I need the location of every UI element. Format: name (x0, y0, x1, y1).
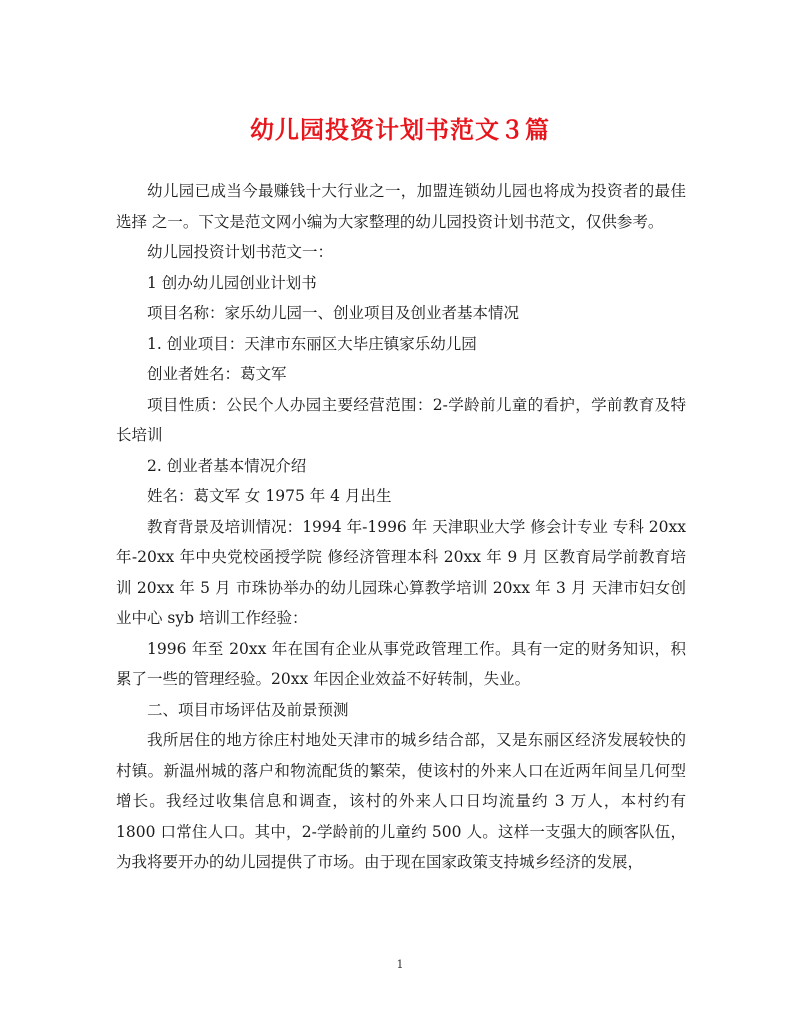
paragraph: 姓名：葛文军 女 1975 年 4 月出生 (147, 487, 392, 505)
paragraph: 我所居住的地方徐庄村地处天津市的城乡结合部，又是东丽区经济发展较快的村镇。新温州城的落户和物流配货的繁荣，使该村的外来人口在近两年间呈几何型增长。我经过收集信息和调查，该村的外来人口日均流量约 3 万人，本村约有 1800 口常住人口。其中，2-学龄前的儿童约 500 人。这样一支强大的顾客队伍，为我将要开办的幼儿园提供了市场。由于现在国家政策支持城乡经济的发展， (116, 731, 686, 871)
paragraph: 1 创办幼儿园创业计划书 (147, 273, 317, 292)
paragraph: 二、项目市场评估及前景预测 (147, 700, 349, 719)
document-title: 幼儿园投资计划书范文３篇 (250, 115, 550, 144)
paragraph: 项目名称：家乐幼儿园一、创业项目及创业者基本情况 (147, 304, 520, 322)
paragraph: 教育背景及培训情况：1994 年-1996 年 天津职业大学 修会计专业 专科 20xx 年-20xx 年中央党校函授学院 修经济管理本科 20xx 年 9 月 区教育局学前教育培训 20xx 年 5 月 市珠协举办的幼儿园珠心算教学培训 20xx 年 3 月 天津市妇女创业中心 syb 培训工作经验： (116, 517, 686, 627)
paragraph: 创业者姓名：葛文军 (147, 365, 287, 383)
paragraph: 2. 创业者基本情况介绍 (147, 456, 307, 475)
paragraph: 幼儿园投资计划书范文一： (147, 243, 334, 261)
document-body (116, 176, 686, 878)
paragraph: 1996 年至 20xx 年在国有企业从事党政管理工作。具有一定的财务知识，积累了一些的管理经验。20xx 年因企业效益不好转制，失业。 (116, 639, 686, 688)
paragraph: 项目性质：公民个人办园主要经营范围：2-学龄前儿童的看护，学前教育及特长培训 (116, 395, 686, 444)
page-number: 1 (396, 958, 404, 971)
paragraph: 1. 创业项目：天津市东丽区大毕庄镇家乐幼儿园 (147, 334, 477, 353)
paragraph: 幼儿园已成当今最赚钱十大行业之一，加盟连锁幼儿园也将成为投资者的最佳选择 之一。下文是范文网小编为大家整理的幼儿园投资计划书范文，仅供参考。 (116, 182, 686, 231)
